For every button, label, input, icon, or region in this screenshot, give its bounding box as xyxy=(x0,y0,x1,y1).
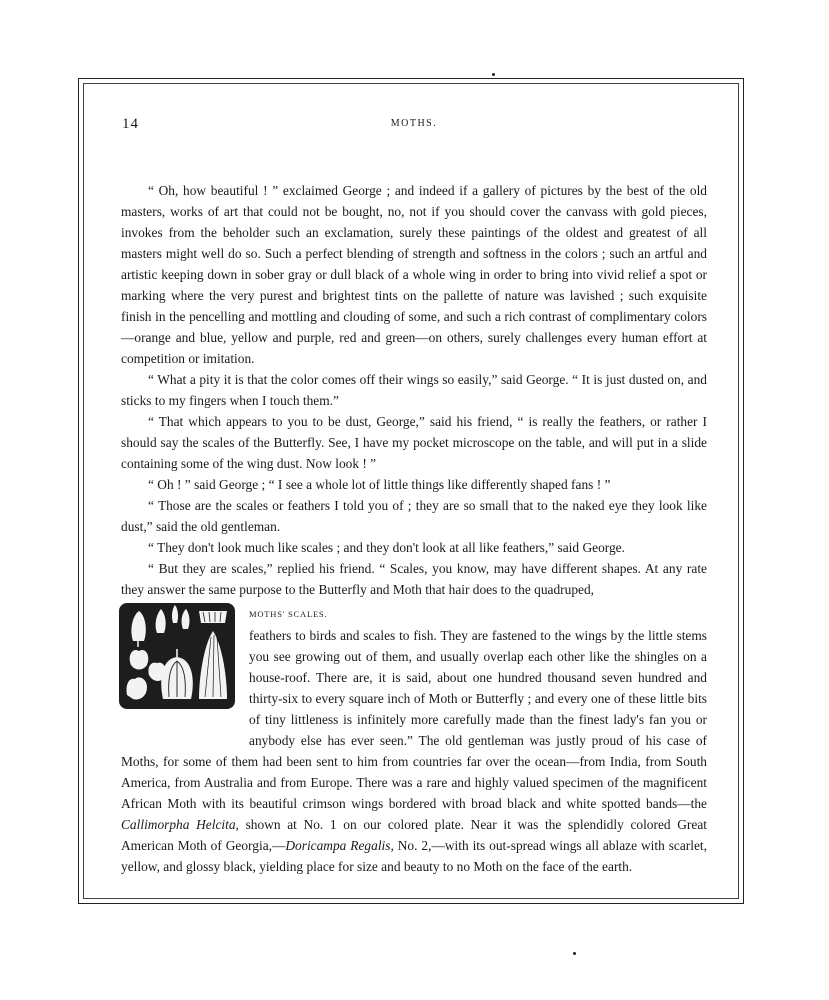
species-name: Callimorpha Helcita, xyxy=(121,817,239,832)
page-header xyxy=(120,116,708,136)
paragraph: “ That which appears to you to be dust, George,” said his friend, “ is really the feathers, or rather I should say the scales of the Butterfly. See, I have my pocket microscope on the table, and will put in a slide containing some of the wing dust. Now look ! ” xyxy=(121,414,707,471)
running-title: MOTHS. xyxy=(390,118,438,129)
moth-scales-figure xyxy=(119,603,239,737)
print-speck xyxy=(573,952,576,955)
moth-scales-icon xyxy=(119,603,235,709)
paragraph-body: No. 2,—with its out-spread wings all ablaze with scarlet, yellow, and glossy black, yielding place for size and beauty to no Moth on the face of the earth. xyxy=(121,838,707,874)
paragraph: “ They don't look much like scales ; and they don't look at all like feathers,” said George. xyxy=(148,540,625,555)
paragraph: “ Oh, how beautiful ! ” exclaimed George ; and indeed if a gallery of pictures by the best of the old masters, works of art that could not be bought, no, not if you should cover the canvass with gold pieces, invokes from the beholder such an exclamation, surely these paintings of the oldest and greatest of all masters might well do so. Such a perfect blending of strength and softness in the colors ; such an artful and artistic keeping down in sober gray or dull black of a whole wing in order to bring into vivid relief a spot or marking where the very purest and brightest tints on the pallette of nature was lavished ; such exquisite finish in the pencelling and mottling and clouding of some, and such a rich contrast of complimentary colors—orange and blue, yellow and purple, red and green—on others, surely challenges every human effort at competition or imitation. xyxy=(121,183,707,366)
paragraph: “ Those are the scales or feathers I told you of ; they are so small that to the naked eye they look like dust,” said the old gentleman. xyxy=(121,498,707,534)
paragraph xyxy=(121,558,707,600)
paragraph-body: feathers to birds and scales to fish. They are fastened to the wings by the little stems you see growing out of them, and usually overlap each other like the shingles on a house-roof. There are, it is said, about one hundred thousand seven hundred and thirty-six to every square inch of Moth or Butterfly ; and every one of these little bits of tiny littleness is infinitely more carefully made than the finest lady's fan you or anybody else has ever seen.” The old gentleman was justly proud of his case of Moths, for some of them had been sent to him from countries far over the ocean—from India, from South America, from Australia and from Europe. There was a rare and highly valued specimen of the magnificent African Moth with its beautiful crimson wings bordered with broad black and white spotted bands—the xyxy=(121,628,707,811)
page-number: 14 xyxy=(122,116,139,132)
body-text xyxy=(121,180,707,877)
print-speck xyxy=(492,73,495,76)
figure-caption: MOTHS' SCALES. xyxy=(249,609,328,619)
paragraph: “ What a pity it is that the color comes off their wings so easily,” said George. “ It is just dusted on, and sticks to my fingers when I touch them.” xyxy=(121,372,707,408)
paragraph-lead: “ But they are scales,” replied his friend. “ Scales, you know, may have different shapes. At any rate they answer the same purpose to the Butterfly and Moth that hair does to the quadruped, xyxy=(121,561,707,597)
paragraph-body: shown at No. 1 on our colored plate. Near it was the splendidly colored Great American Moth of Georgia,— xyxy=(121,817,707,853)
paragraph: “ Oh ! ” said George ; “ I see a whole lot of little things like differently shaped fans ! ” xyxy=(148,477,611,492)
species-name: Doricampa Regalis, xyxy=(285,838,394,853)
